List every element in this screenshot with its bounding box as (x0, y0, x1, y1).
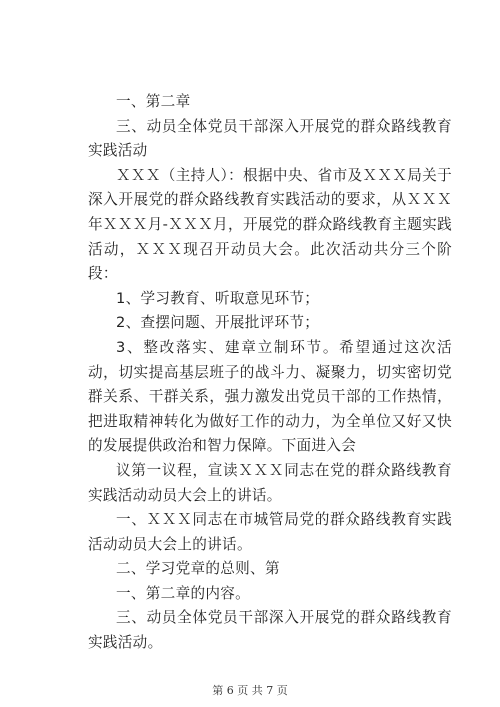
paragraph-2: 三、动员全体党员干部深入开展党的群众路线教育实践活动 (88, 117, 452, 160)
paragraph-3: ＸＸＸ（主持人）：根据中央、省市及ＸＸＸ局关于深入开展党的群众路线教育实践活动的要求，从ＸＸＸ年ＸＸＸ月-ＸＸＸ月，开展党的群众路线教育主题实践活动，ＸＸＸ现召开动员大会。此次活动共分三个阶段： (88, 166, 452, 283)
paragraph-8: 一、ＸＸＸ同志在市城管局党的群众路线教育实践活动动员大会上的讲话。 (88, 511, 452, 553)
paragraph-5: 2、查摆问题、开展批评环节； (116, 314, 320, 332)
page-footer (0, 682, 500, 698)
paragraph-9: 二、学习党章的总则、第 (116, 560, 280, 578)
paragraph-11: 三、动员全体党员干部深入开展党的群众路线教育实践活动。 (88, 609, 452, 652)
paragraph-10: 一、第二章的内容。 (116, 584, 251, 602)
document-body (88, 90, 452, 656)
paragraph-4: 1、学习教育、听取意见环节； (116, 289, 320, 307)
paragraph-7: 议第一议程，宣读ＸＸＸ同志在党的群众路线教育实践活动动员大会上的讲话。 (88, 461, 452, 504)
page-number-indicator: 第 6 页 共 7 页 (212, 684, 288, 697)
paragraph-6: 3、整改落实、建章立制环节。希望通过这次活动，切实提高基层班子的战斗力、凝聚力，切实密切党群关系、干群关系，强力激发出党员干部的工作热情，把进取精神转化为做好工作的动力，为全单位又好又快的发展提供政治和智力保障。下面进入会 (88, 338, 452, 455)
paragraph-1: 一、第二章 (116, 93, 191, 110)
